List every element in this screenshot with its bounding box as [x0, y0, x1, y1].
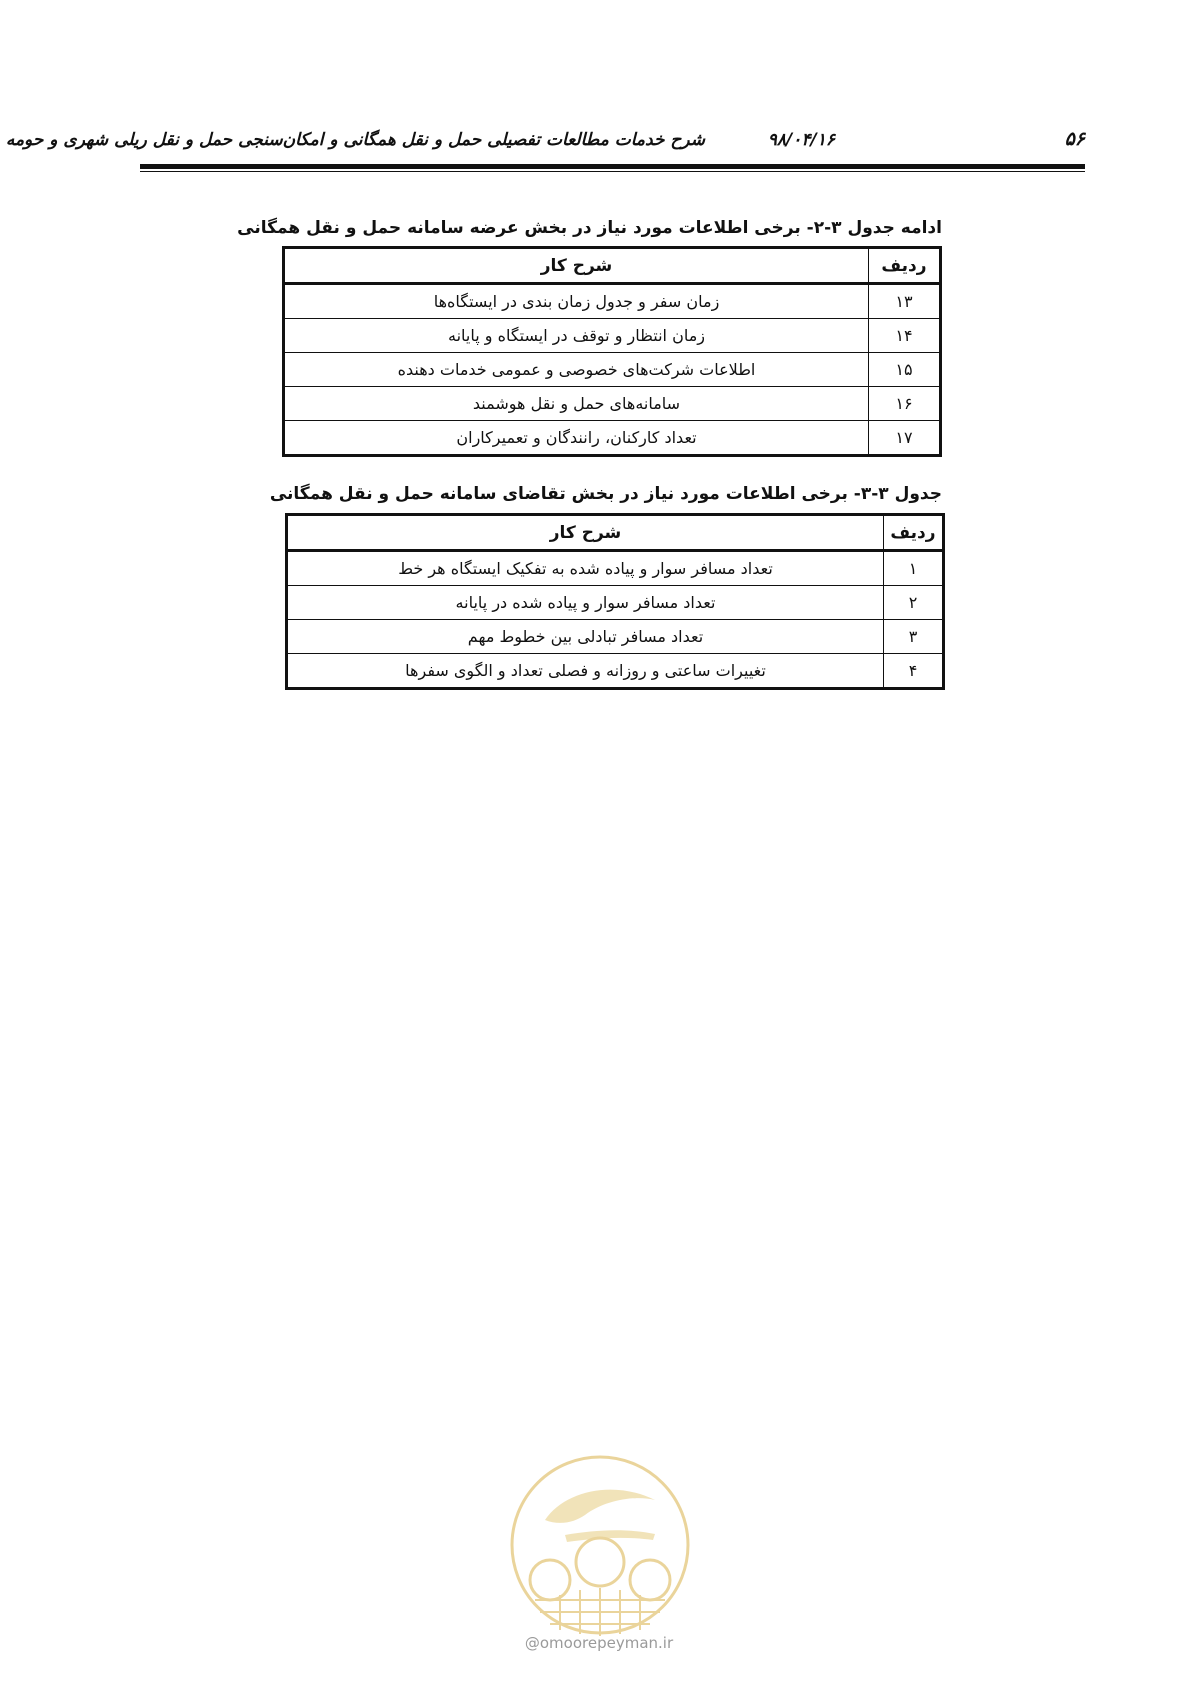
table2-caption: جدول ۳-۳- برخی اطلاعات مورد نیاز در بخش تقاضای سامانه حمل و نقل همگانی: [269, 484, 942, 504]
table1: [282, 246, 942, 457]
row-description: سامانه‌های حمل و نقل هوشمند: [284, 387, 869, 421]
table1-header-desc: شرح کار: [284, 248, 869, 284]
watermark-url: @omoorepeyman.ir: [524, 1634, 674, 1652]
row-description: تعداد مسافر تبادلی بین خطوط مهم: [287, 620, 884, 654]
table-row: [284, 319, 941, 353]
row-number: ۳: [884, 620, 944, 654]
row-number: ۲: [884, 586, 944, 620]
header-date: ۹۸/۰۴/۱۶: [767, 130, 835, 150]
table2-header-row: [287, 515, 944, 551]
page-header: [5, 128, 1085, 158]
row-number: ۱۴: [869, 319, 941, 353]
table-row: [287, 654, 944, 689]
row-description: زمان سفر و جدول زمان بندی در ایستگاه‌ها: [284, 284, 869, 319]
page-number: ۵۶: [1064, 128, 1085, 150]
row-number: ۱۳: [869, 284, 941, 319]
row-description: تغییرات ساعتی و روزانه و فصلی تعداد و الگوی سفرها: [287, 654, 884, 689]
watermark-logo-icon: [505, 1450, 695, 1640]
table-row: [287, 620, 944, 654]
table1-header-row: [284, 248, 941, 284]
row-description: تعداد کارکنان، رانندگان و تعمیرکاران: [284, 421, 869, 456]
table-row: [287, 586, 944, 620]
row-number: ۱: [884, 551, 944, 586]
table1-caption: ادامه جدول ۳-۲- برخی اطلاعات مورد نیاز در بخش عرضه سامانه حمل و نقل همگانی: [237, 218, 942, 238]
table2-header-desc: شرح کار: [287, 515, 884, 551]
row-number: ۱۶: [869, 387, 941, 421]
row-number: ۱۷: [869, 421, 941, 456]
row-description: زمان انتظار و توقف در ایستگاه و پایانه: [284, 319, 869, 353]
row-number: ۴: [884, 654, 944, 689]
table-row: [284, 284, 941, 319]
table2: [285, 513, 945, 690]
table-row: [284, 421, 941, 456]
header-rule-thin: [140, 171, 1085, 172]
table-row: [284, 353, 941, 387]
table1-header-row-num: ردیف: [869, 248, 941, 284]
header-title: شرح خدمات مطالعات تفصیلی حمل و نقل همگانی و امکان‌سنجی حمل و نقل ریلی شهری و حومه: [5, 130, 705, 150]
row-description: تعداد مسافر سوار و پیاده شده به تفکیک ایستگاه هر خط: [287, 551, 884, 586]
row-description: اطلاعات شرکت‌های خصوصی و عمومی خدمات دهنده: [284, 353, 869, 387]
table-row: [284, 387, 941, 421]
table-row: [287, 551, 944, 586]
row-description: تعداد مسافر سوار و پیاده شده در پایانه: [287, 586, 884, 620]
header-rule-thick: [140, 164, 1085, 169]
row-number: ۱۵: [869, 353, 941, 387]
table2-header-row-num: ردیف: [884, 515, 944, 551]
